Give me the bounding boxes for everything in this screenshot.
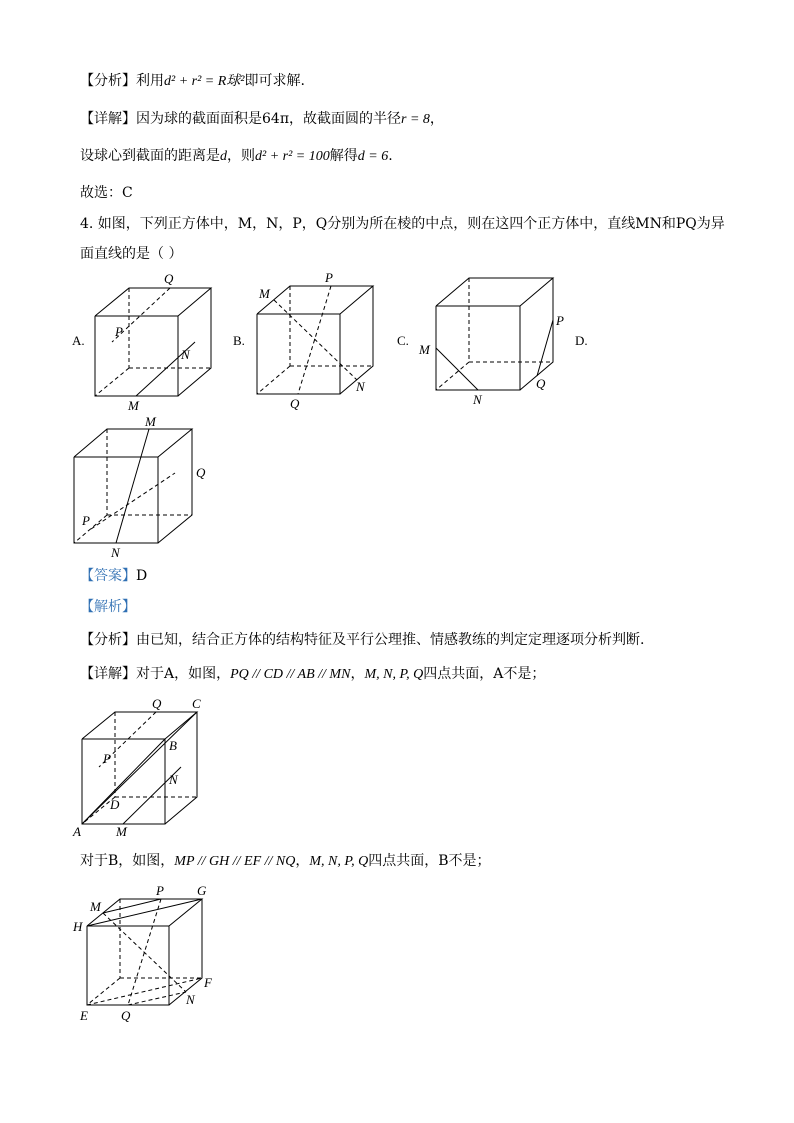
fig-b-label-q: Q [121, 1008, 131, 1023]
analysis-tag: 【分析】 [80, 73, 136, 89]
detail-formula: r = 8 [401, 112, 430, 127]
cube-a-label-m: M [128, 398, 139, 413]
cube-c-label-n: N [473, 392, 482, 407]
detail-b-pre-text: 对于B，如图， [80, 853, 175, 869]
detail-a-formula: PQ // CD // AB // MN [230, 667, 351, 682]
detail-b-v1: d [220, 149, 227, 164]
cube-b-label-m: M [259, 286, 270, 301]
cube-a-label-q: Q [164, 271, 174, 286]
detail-line-q3b [80, 146, 393, 167]
cube-c-diagram [419, 270, 570, 410]
analysis4-text: 由已知，结合正方体的结构特征及平行公理推、情感教练的判定定理逐项分析判断. [136, 632, 645, 648]
figure-b-diagram [70, 880, 220, 1030]
fig-a-label-c: C [192, 696, 201, 711]
fig-b-label-n: N [186, 992, 195, 1007]
fig-a-label-m: M [116, 824, 127, 839]
detail-b-line [80, 851, 491, 872]
analysis-line-q4 [80, 630, 644, 650]
fig-b-label-p: P [156, 883, 164, 898]
cube-b-label-q: Q [290, 396, 300, 411]
answer-value: D [136, 568, 148, 584]
detail-b-f1: d² + r² = 100 [255, 149, 330, 164]
cube-b-label-p: P [325, 270, 333, 285]
option-c-label: C. [397, 333, 409, 348]
fig-b-label-h: H [73, 919, 83, 934]
detail-b-post-text: 四点共面，B不是； [368, 853, 491, 869]
fig-b-label-e: E [80, 1008, 88, 1023]
question4-line2: 面直线的是（ ） [80, 246, 183, 262]
cube-c-label-p: P [556, 313, 564, 328]
detail-a-mid: ， [350, 666, 365, 682]
fig-b-label-m: M [90, 899, 101, 914]
cube-d-diagram [68, 413, 213, 563]
cube-d-label-p: P [82, 513, 90, 528]
detail-a-post: 四点共面，A不是； [423, 666, 546, 682]
fig-b-label-f: F [204, 975, 212, 990]
fig-a-label-a: A [73, 824, 81, 839]
fig-a-label-q: Q [152, 696, 162, 711]
cube-a-diagram [88, 270, 228, 413]
analysis-post: 即可求解. [244, 73, 305, 89]
figure-a-diagram [70, 695, 220, 840]
detail-b-pre: 设球心到截面的距离是 [80, 148, 220, 164]
detail-b-mid: ，则 [227, 148, 255, 164]
fig-a-label-p: P [103, 751, 111, 766]
analysis-pre: 利用 [136, 73, 164, 89]
detail-tag: 【详解】 [80, 111, 136, 127]
analysis-formula: d² + r² = R球² [164, 74, 245, 89]
cube-a-label-p: P [115, 324, 123, 339]
detail-b-mid-text: ， [295, 853, 310, 869]
detail-b-post: . [388, 148, 393, 164]
detail-post: ， [429, 111, 444, 127]
detail-a-pre: 对于A，如图， [136, 666, 231, 682]
cube-a-label-n: N [181, 347, 190, 362]
cube-c-label-q: Q [536, 376, 546, 391]
fig-a-label-n: N [169, 772, 178, 787]
question4-line1: 4. 如图，下列正方体中，M，N，P，Q分别为所在棱的中点，则在这四个正方体中，直线MN和PQ为异 [80, 216, 725, 232]
fig-a-label-b: B [169, 738, 177, 753]
detail-a-line [80, 664, 545, 685]
detail-b-mid2: 解得 [329, 148, 358, 164]
answer-tag: 【答案】 [80, 568, 136, 584]
detail-text: 因为球的截面面积是64π，故截面圆的半径 [136, 111, 402, 127]
detail-b-f2: d = 6 [357, 149, 389, 164]
cube-d-label-n: N [111, 545, 120, 560]
cube-d-label-m: M [145, 414, 156, 429]
detail-a-tag: 【详解】 [80, 666, 136, 682]
detail-b-points: M, N, P, Q [309, 854, 369, 869]
answer-line-q4 [80, 566, 147, 586]
fig-b-label-g: G [197, 883, 207, 898]
cube-c-label-m: M [419, 342, 430, 357]
analysis4-tag: 【分析】 [80, 632, 136, 648]
detail-line-q3 [80, 109, 444, 130]
detail-a-points: M, N, P, Q [364, 667, 424, 682]
analysis-line-q3 [80, 71, 305, 92]
cube-b-diagram [250, 270, 390, 410]
option-b-label: B. [233, 333, 245, 348]
detail-b-formula: MP // GH // EF // NQ [174, 854, 296, 869]
answer-q3: 故选：C [80, 185, 133, 201]
option-a-label: A. [72, 333, 85, 348]
cube-b-label-n: N [356, 379, 365, 394]
cube-d-label-q: Q [196, 465, 206, 480]
fig-a-label-d: D [110, 797, 120, 812]
option-d-label: D. [575, 333, 588, 348]
jiexi-tag: 【解析】 [80, 599, 136, 615]
